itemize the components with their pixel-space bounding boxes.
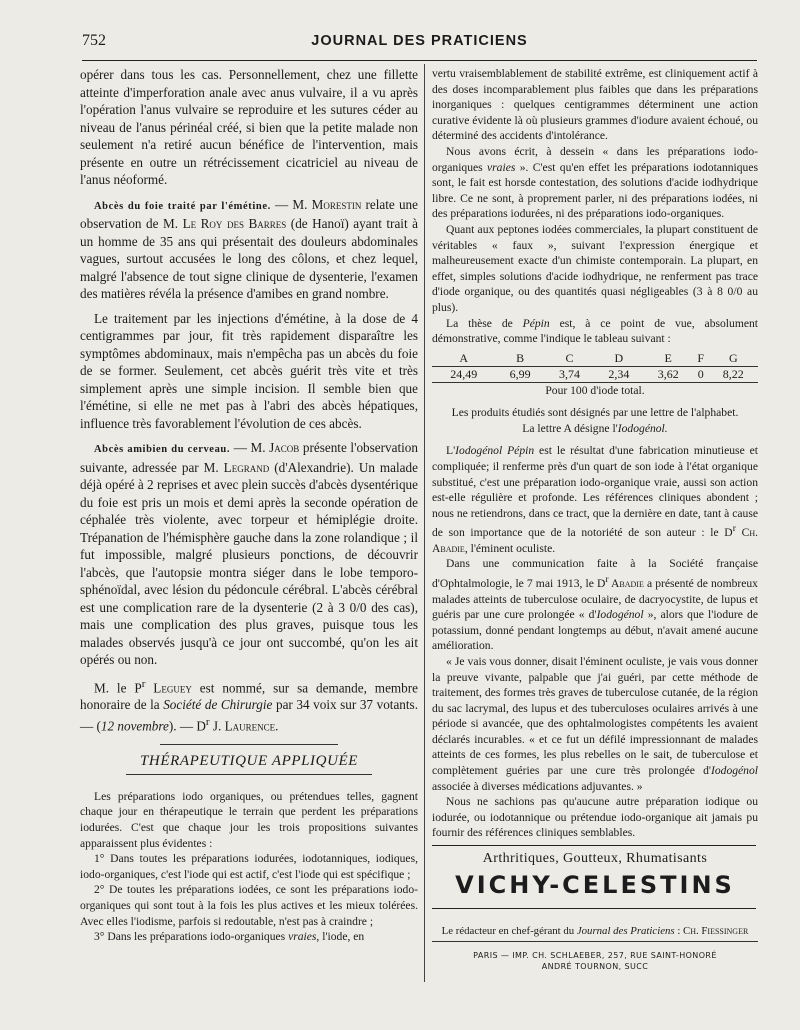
page-number: 752 bbox=[82, 32, 106, 49]
paragraph-leguey: M. le $P^r$ Leguey est nommé, sur sa demande, membre honoraire de la Société de Chirurgie par 34 voix sur 37 votants. — (12 novembre). — $D^r$ J. Laurence. bbox=[80, 677, 419, 734]
paragraph-conclusion: Nous ne sachions pas qu'aucune autre préparation iodique ou iodurée, ou iodotannique ou prétendue iodo-organique ait jamais pu fournir des références cliniques semblables. bbox=[432, 795, 758, 840]
ad-tagline: Arthritiques, Goutteux, Rhumatisants bbox=[482, 851, 708, 866]
table-caption: Pour 100 d'iode total. bbox=[545, 383, 645, 397]
date-12-novembre: 12 novembre bbox=[100, 718, 169, 734]
editor-name: Ch. Fiessinger bbox=[683, 925, 749, 937]
table-cell: 2,34 bbox=[594, 366, 643, 382]
table-cell: 6,99 bbox=[495, 366, 544, 382]
author-jacob: Jacob bbox=[269, 440, 300, 455]
table-value-row bbox=[432, 366, 758, 382]
therapeutique-text bbox=[80, 789, 418, 945]
section-title-therapeutique: THÉRAPEUTIQUE APPLIQUÉE bbox=[80, 753, 418, 775]
table-header-cell: E bbox=[644, 351, 693, 367]
author-le-roy-des-barres: Le Roy des Barres bbox=[182, 216, 287, 231]
table-header-cell: C bbox=[545, 351, 594, 367]
table-header-row bbox=[432, 351, 758, 367]
printer-line-2: ANDRÉ TOURNON, SUCC bbox=[541, 962, 649, 971]
header-rule bbox=[82, 60, 757, 61]
paragraph-these-pepin: La thèse de Pépin est, à ce point de vue, absolument démonstrative, comme l'indique le tableau suivant : bbox=[432, 316, 758, 346]
paragraph-communication: Dans une communication faite à la Société française d'Ophtalmologie, le 7 mai 1913, le $D^r$ Abadie a présenté de nombreux malades atteints de tuberculose oculaire, de dacryocystite, de lupus et guéris par une cure prolongée « d'Iodogénol », alors que l'iodure de potassium, donné pendant longtemps au début, n'avait amené aucune amélioration. bbox=[432, 557, 758, 653]
proposition-1: 1° Dans toutes les préparations iodurées, iodotanniques, iodiques, iodo-organiques, c'est l'iode qui est actif, c'est l'iode qui est spécifique ; bbox=[80, 852, 418, 881]
paragraph-imperforation: opérer dans tous les cas. Personnellement, chez une fillette atteinte d'imperforation anale avec anus vulvaire, il a vu après l'opération l'anus vulvaire se reproduire et les sutures céder au niveau de l'anus périnéal créé, si bien que la petite malade non seulement n'a retiré aucun bénéfice de l'intervention, mais présente en outre un rétrécissement cicatriciel au niveau de l'anus néoformé. bbox=[80, 67, 418, 187]
right-column bbox=[432, 66, 758, 841]
subheading-abces-foie: Abcès du foie traité par l'émétine. bbox=[94, 200, 271, 212]
printer-line-1: PARIS — IMP. CH. SCHLAEBER, 257, RUE SAINT-HONORÉ bbox=[473, 951, 717, 960]
name-abadie: Ch. Abadie bbox=[432, 526, 759, 555]
author-morestin: Morestin bbox=[311, 196, 362, 212]
proposition-3: 3° Dans les préparations iodo-organiques vraies, l'iode, en bbox=[94, 930, 365, 944]
paragraph-iodogenol: L'Iodogénol Pépin est le résultat d'une fabrication minutieuse et compliquée; il renferme près d'un quart de son iode à l'état organique substitué, c'est une préparation iodo-organique vraie, aussi son action est-elle régulière et profonde. Les références cliniques abondent ; nous ne retiendrons, dans ce tract, que la dernière en date, tant à cause de son importance que de la notoriété de son auteur : le $D^r$ Ch. Abadie, l'éminent oculiste. bbox=[432, 444, 759, 555]
column-divider bbox=[424, 64, 425, 982]
name-leguey: Leguey bbox=[153, 679, 192, 695]
page-header bbox=[82, 32, 757, 56]
table-cell: 0 bbox=[693, 366, 709, 382]
printer-imprint bbox=[432, 950, 758, 972]
table-header-cell: G bbox=[709, 351, 758, 367]
paragraph-abces-foie: Abcès du foie traité par l'émétine. — M. Morestin relate une observation de M. Le Roy des Barres (de Hanoï) ayant trait à un homme de 35 ans qui présentait des douleurs abdominales vagues, surtout accusées le long des côlons, et chez lequel, malgré l'absence de tout signe clinique de dysenterie, l'examen des matières révéla la présence d'amibes en grand nombre. bbox=[80, 196, 418, 301]
author-legrand: Legrand bbox=[223, 459, 270, 475]
advertisement-vichy bbox=[432, 845, 758, 910]
subheading-abces-cerveau: Abcès amibien du cerveau. bbox=[94, 444, 231, 455]
iodine-table bbox=[432, 351, 758, 383]
paragraph-peptones: Quant aux peptones iodées commerciales, la plupart constituent de véritables « faux », suivant l'expression énergique et malheureusement exacte d'un chimiste contemporain. La plupart, en effet, simples solutions d'acide iodhydrique, ne renferment pas trace d'iode organique, ou des quantités quasi négligeables (3 à 8 0/0 au plus). bbox=[432, 222, 758, 314]
table-cell: 24,49 bbox=[432, 366, 495, 382]
paragraph-emetine: Le traitement par les injections d'émétine, à la dose de 4 centigrammes par jour, fit très rapidement disparaître les symptômes abdominaux, mais n'empêcha pas un abcès du foie de se former. Seulement, cet abcès guérit très vite et très simplement après une simple incision. Il semble bien que l'émétine, si elle ne met pas à l'abri des abcès hépatiques, influence très favorablement l'évolution de ces abcès. bbox=[80, 310, 418, 431]
table-header-cell: B bbox=[495, 351, 544, 367]
paragraph-iodotanniques: Nous avons écrit, à dessein « dans les préparations iodo-organiques vraies ». C'est qu'en effet les préparations iodotanniques sont, le fait est horsde contestation, des solutions d'acide iodhydrique libre. Ce ne sont, à proprement parler, ni des préparations iodées, ni des préparations iodurées, ni des préparations iodo-organiques. bbox=[432, 144, 759, 221]
paragraph-quotation: « Je vais vous donner, disait l'éminent oculiste, je vais vous donner la preuve vivante, palpable que j'ai guéri, par cette méthode de traitement, des formes très graves de tuberculose cutanée, de la région du sac lacrymal, des lupus et des tuberculoses oculaires arrivés à une période si avancée, que des ophtalmologistes compétents les avaient déclarés incurables. « et ce fut un défilé impressionnant de malades atteints de ces formes, les plus rebelles on le sait, de tuberculose et complètement guéries par une cure très prolongée d'Iodogénol associée à diverses médications adjuvantes. » bbox=[432, 654, 758, 793]
societe-chirurgie: Société de Chirurgie bbox=[163, 697, 273, 713]
footer-rule bbox=[432, 941, 758, 942]
paragraph-abces-cerveau: Abcès amibien du cerveau. — M. Jacob présente l'observation suivante, adressée par M. Legrand (d'Alexandrie). Un malade déjà opéré à 2 reprises et avec plein succès d'abcès dysentérique du foie est pris un mois et demi après la seconde opération de céphalée très violente, avec torpeur et hémiplégie droite. Trépanation de l'hémisphère gauche dans la zone rolandique ; il fut impossible, malgré plusieurs ponctions, de découvrir l'abcès, que l'autopsie montra siéger dans le lobe temporo-sphénoïdal, avec lésion du pédoncule cérébral. L'abcès cérébral est une complication rare de la dysenterie (2 à 3 0/0 des cas), mais une complication des plus graves, puisque tous les malades observés jusqu'à ce jour ont succombé, qu'on les ait opérés ou non. bbox=[80, 440, 418, 667]
table-header-cell: D bbox=[594, 351, 643, 367]
journal-title: JOURNAL DES PRATICIENS bbox=[311, 33, 528, 49]
left-column bbox=[80, 66, 418, 945]
table-cell: 3,62 bbox=[644, 366, 693, 382]
ad-brand: VICHY-CELESTINS bbox=[455, 871, 735, 899]
editor-line: Le rédacteur en chef-gérant du Journal des Praticiens : Ch. Fiessinger bbox=[441, 925, 749, 937]
table-cell: 8,22 bbox=[709, 366, 758, 382]
table-legend-a: La lettre A désigne l'Iodogénol. bbox=[522, 421, 668, 435]
paragraph-iodo-intro: Les préparations iodo organiques, ou prétendues telles, gagnent chaque jour en thérapeutique le terrain que perdent les préparations iodurées. C'est que chaque jour les trois propositions suivantes apparaissent plus évidentes : bbox=[80, 789, 418, 850]
table-header-cell: A bbox=[432, 351, 495, 367]
paragraph-stabilite: vertu vraisemblablement de stabilité extrême, est cliniquement actif à des doses incomparablement plus faibles que dans les préparations inorganiques : quelques centigrammes déterminent une action curative évidente là où plusieurs grammes d'iodure avaient échoué, ou déterminé des accidents d'intolérance. bbox=[432, 67, 758, 143]
table-legend: Les produits étudiés sont désignés par une lettre de l'alphabet. bbox=[451, 406, 739, 420]
proposition-2: 2° De toutes les préparations iodées, ce sont les préparations iodo-organiques qui sont tout à la fois les plus actives et les mieux tolérées. Avec elles l'iodisme, parfois si redoutable, n'est pas à craindre ; bbox=[80, 883, 418, 928]
table-cell: 3,74 bbox=[545, 366, 594, 382]
signature-laurence: J. Laurence. bbox=[209, 718, 279, 734]
table-header-cell: F bbox=[693, 351, 709, 367]
